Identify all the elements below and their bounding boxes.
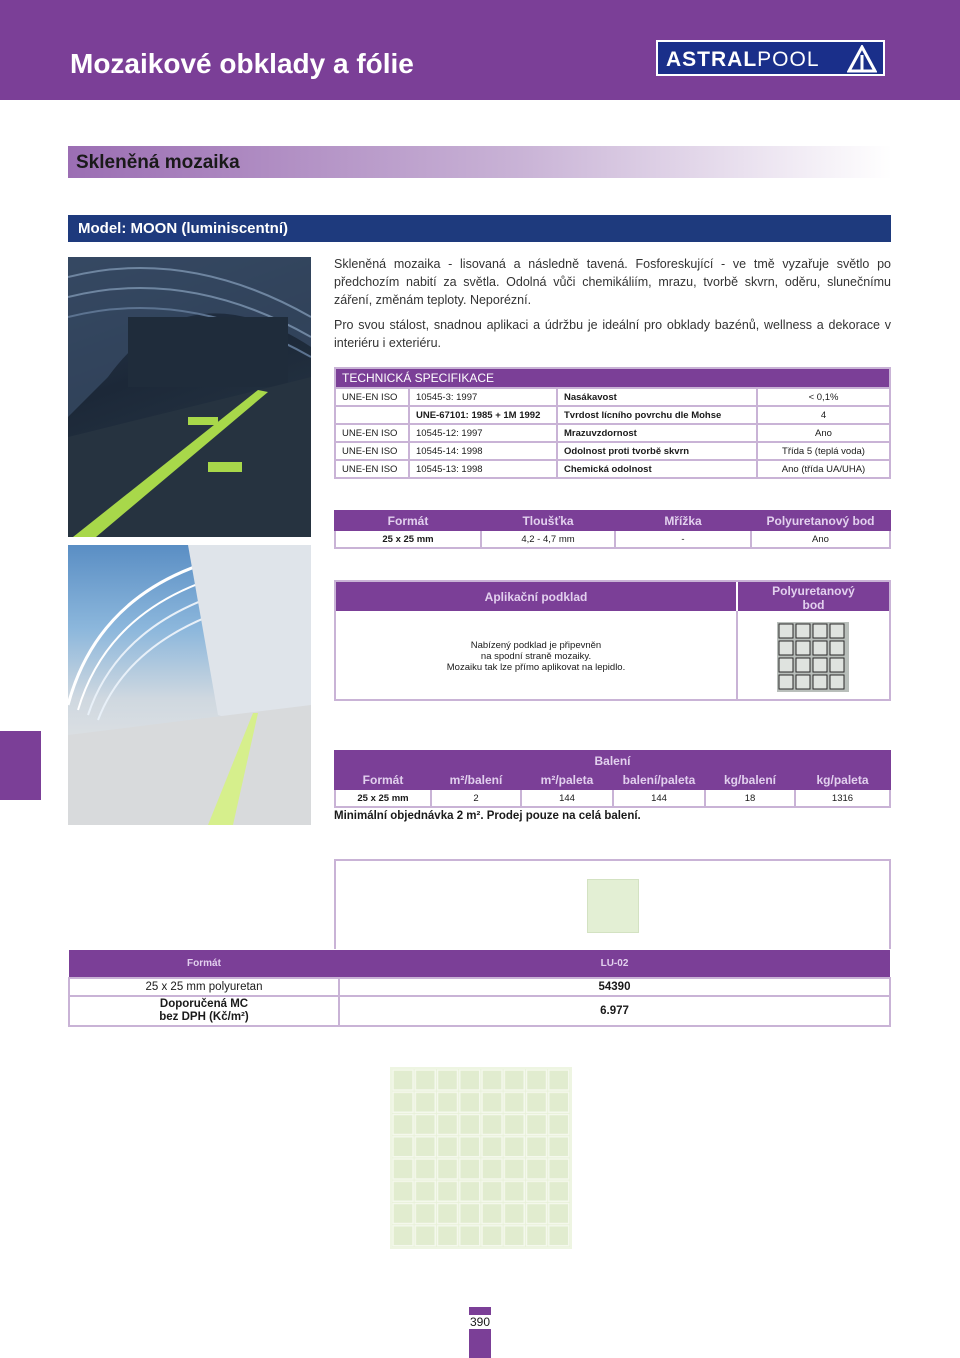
packaging-header: m²/balení [431, 770, 521, 789]
price-header-format: Formát [69, 950, 339, 978]
spec-cell: 10545-12: 1997 [409, 424, 557, 442]
page-title: Mozaikové obklady a fólie [70, 48, 414, 79]
spec-cell: UNE-EN ISO [335, 424, 409, 442]
price-recommended-label-line-2: bez DPH (Kč/m²) [159, 1011, 249, 1023]
logo-text [666, 48, 820, 72]
spec-cell: UNE-67101: 1985 + 1M 1992 [409, 406, 557, 424]
logo-text-light: POOL [757, 48, 820, 71]
packaging-header: kg/balení [705, 770, 795, 789]
format-header: Formát [335, 511, 481, 530]
page-number-tab [469, 1307, 491, 1358]
spec-cell: 4 [757, 406, 890, 424]
format-cell: 25 x 25 mm [335, 530, 481, 548]
application-line-2: na spodní straně mozaiky. [480, 651, 592, 662]
spec-cell: Třída 5 (teplá voda) [757, 442, 890, 460]
model-bar [68, 215, 891, 242]
packaging-cell: 144 [613, 789, 705, 807]
application-header-left-text: Aplikační podklad [484, 590, 588, 604]
table-row [335, 442, 890, 460]
model-title: Model: MOON (luminiscentní) [78, 220, 288, 237]
astralpool-logo [656, 40, 885, 76]
mosaic-sheet-photo [390, 1067, 572, 1249]
tunnel-night-illustration [68, 257, 311, 537]
packaging-title-row [335, 751, 890, 770]
format-table [334, 510, 891, 549]
table-row [335, 460, 890, 478]
price-table [68, 950, 891, 1027]
description-paragraph-2: Pro svou stálost, snadnou aplikaci a údržbu je ideální pro obklady bazénů, wellness a dekorace v interiéru i exteriéru. [334, 318, 891, 350]
table-row [335, 388, 890, 406]
application-line-3: Mozaiku tak lze přímo aplikovat na lepidlo. [446, 662, 626, 673]
walkway-day-illustration [68, 545, 311, 825]
swatch-box [334, 859, 891, 949]
mosaic-grid-illustration [392, 1069, 570, 1247]
format-cell: 4,2 - 4,7 mm [481, 530, 615, 548]
spec-cell: 10545-3: 1997 [409, 388, 557, 406]
polyurethane-dots-illustration [777, 622, 849, 692]
spec-cell: UNE-EN ISO [335, 388, 409, 406]
minimum-order-note: Minimální objednávka 2 m². Prodej pouze na celá balení. [334, 810, 641, 822]
spec-header: TECHNICKÁ SPECIFIKACE [335, 368, 890, 388]
price-row-label: 25 x 25 mm polyuretan [69, 978, 339, 996]
packaging-header-row [335, 770, 890, 789]
format-header-row [335, 511, 890, 530]
application-divider [736, 611, 738, 701]
walkway-day-photo [68, 545, 311, 825]
spec-cell: UNE-EN ISO [335, 460, 409, 478]
spec-cell: Nasákavost [557, 388, 757, 406]
polyurethane-dots-photo [777, 622, 849, 692]
application-line-1: Nabízený podklad je připevněn [470, 640, 602, 651]
table-row [335, 406, 890, 424]
price-header-code: LU-02 [339, 950, 890, 978]
tunnel-night-photo [68, 257, 311, 537]
spec-cell: Ano (třída UA/UHA) [757, 460, 890, 478]
packaging-cell: 2 [431, 789, 521, 807]
spec-cell: UNE-EN ISO [335, 442, 409, 460]
table-row [69, 996, 890, 1026]
format-cell: Ano [751, 530, 890, 548]
packaging-header: m²/paleta [521, 770, 613, 789]
table-row [335, 530, 890, 548]
spec-cell: Mrazuvzdornost [557, 424, 757, 442]
tile-color-swatch [587, 879, 639, 933]
application-header-right [738, 582, 889, 611]
packaging-header: balení/paleta [613, 770, 705, 789]
format-header: Tloušťka [481, 511, 615, 530]
table-row [69, 978, 890, 996]
packaging-cell: 25 x 25 mm [335, 789, 431, 807]
section-title: Skleněná mozaika [76, 152, 240, 173]
packaging-cell: 1316 [795, 789, 890, 807]
spec-cell: 10545-14: 1998 [409, 442, 557, 460]
packaging-cell: 18 [705, 789, 795, 807]
page-header [0, 0, 960, 100]
logo-text-bold: ASTRAL [666, 48, 758, 71]
spec-cell: < 0,1% [757, 388, 890, 406]
price-recommended-value: 6.977 [339, 996, 890, 1026]
spec-cell: Odolnost proti tvorbě skvrn [557, 442, 757, 460]
packaging-table [334, 750, 891, 808]
logo-triangle-icon [847, 45, 877, 73]
packaging-header: kg/paleta [795, 770, 890, 789]
price-header-row [69, 950, 890, 978]
price-recommended-label [69, 996, 339, 1026]
spec-cell: 10545-13: 1998 [409, 460, 557, 478]
packaging-cell: 144 [521, 789, 613, 807]
application-header-left [336, 582, 736, 611]
side-tab-marker [0, 731, 41, 800]
spec-cell: Tvrdost lícního povrchu dle Mohse [557, 406, 757, 424]
page-number: 390 [465, 1315, 495, 1329]
application-description [336, 640, 736, 673]
table-row [335, 789, 890, 807]
packaging-title: Balení [335, 751, 890, 770]
price-row-value: 54390 [339, 978, 890, 996]
table-row [335, 424, 890, 442]
format-header: Mřížka [615, 511, 751, 530]
section-bar [68, 146, 892, 178]
spec-table [334, 367, 891, 479]
description-paragraph-1: Skleněná mozaika - lisovaná a následně tavená. Fosforeskující - ve tmě vyzařuje světlo po předchozím nabití za světla. Odolná vůči chemikáliím, mrazu, tvorbě skvrn, oděru, slunečnímu záření, změnám teploty. Neporézní. [334, 257, 891, 307]
price-recommended-label-line-1: Doporučená MC [159, 998, 249, 1010]
spec-cell: Ano [757, 424, 890, 442]
application-header-right-text: Polyuretanový bod [772, 584, 855, 612]
spec-cell [335, 406, 409, 424]
format-header: Polyuretanový bod [751, 511, 890, 530]
spec-header-row [335, 368, 890, 388]
format-cell: - [615, 530, 751, 548]
packaging-header: Formát [335, 770, 431, 789]
spec-cell: Chemická odolnost [557, 460, 757, 478]
application-box [334, 580, 891, 701]
